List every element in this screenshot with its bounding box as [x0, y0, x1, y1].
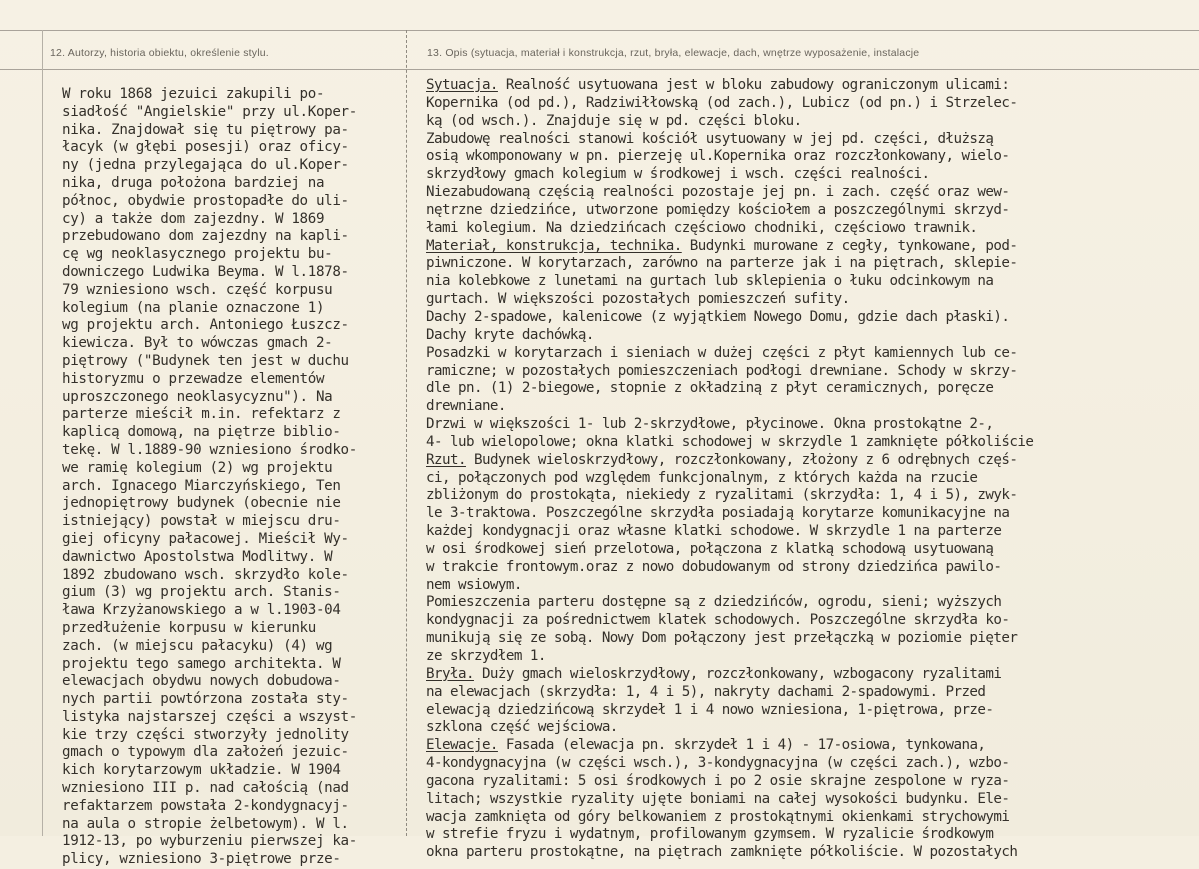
- history-text-line: kiewicza. Był to wówczas gmach 2-: [62, 335, 333, 352]
- history-text-line: łacyk (w głębi posesji) oraz oficy-: [62, 139, 349, 156]
- description-text-line: [426, 398, 1196, 416]
- history-text-line: cę wg neoklasycznego projektu bu-: [62, 246, 333, 263]
- history-text-line: istniejący) powstał w miejscu dru-: [62, 513, 341, 530]
- description-text: gacona ryzalitami: 5 osi środkowych i po 2 osie skrajne zespolone w ryza-: [426, 772, 1010, 789]
- description-text-line: [426, 791, 1196, 809]
- description-text-line: [426, 184, 1196, 202]
- history-text-line: dawnictwo Apostolstwa Modlitwy. W: [62, 548, 333, 565]
- description-text: Posadzki w korytarzach i sieniach w dużej części z płyt kamiennych lub ce-: [426, 344, 1018, 361]
- history-text-line: nika, druga położona bardziej na: [62, 174, 325, 191]
- description-text: zbliżonym do prostokąta, niekiedy z ryzalitami (skrzydła: 1, 4 i 5), zwyk-: [426, 487, 1018, 504]
- history-text-line: listyka najstarszej części a wszyst-: [62, 708, 357, 725]
- description-text: le 3-traktowa. Poszczególne skrzydła posiadają korytarze komunikacyjne na: [426, 505, 1010, 522]
- history-text-line: wzniesiono III p. nad całością (nad: [62, 780, 349, 797]
- description-text: 4- lub wielopolowe; okna klatki schodowej w skrzydle 1 zamknięte półkoliście: [426, 433, 1034, 450]
- description-text-line: [426, 702, 1196, 720]
- section-heading: Sytuacja.: [426, 77, 498, 93]
- description-text-line: [426, 416, 1196, 434]
- description-text: piwniczone. W korytarzach, zarówno na parterze jak i na piętrach, sklepie-: [426, 255, 1018, 272]
- description-text: ci, połączonych pod względem funkcjonalnym, z których każda na rzucie: [426, 469, 978, 486]
- history-text-line: gium (3) wg projektu arch. Stanis-: [62, 584, 341, 601]
- history-text-line: nika. Znajdował się tu piętrowy pa-: [62, 121, 349, 138]
- description-text: munikują się ze sobą. Nowy Dom połączony jest przełączką w poziomie pięter: [426, 630, 1018, 647]
- description-text: Fasada (elewacja pn. skrzydeł 1 i 4) - 17-osiowa, tynkowana,: [497, 737, 986, 754]
- history-text-line: siadłość "Angielskie" przy ul.Koper-: [62, 103, 357, 120]
- section-heading: Bryła.: [426, 665, 474, 682]
- description-text-line: [426, 113, 1196, 131]
- history-text-line: parterze mieścił m.in. refektarz z: [62, 406, 341, 423]
- description-text: ze skrzydłem 1.: [426, 648, 546, 664]
- history-text-line: uproszczonego neoklasycyznu"). Na: [62, 388, 333, 405]
- description-text-line: [426, 220, 1196, 238]
- description-text-line: [426, 577, 1196, 595]
- description-text: ramiczne; w pozostałych pomieszczeniach podłogi drewniane. Schody w skrzy-: [426, 362, 1018, 379]
- description-text-line: [426, 809, 1196, 827]
- description-text: szklona część wejściowa.: [426, 719, 618, 736]
- history-text-line: wg projektu arch. Antoniego Łuszcz-: [62, 317, 349, 334]
- description-text: skrzydłowy gmach kolegium w środkowej i wsch. części realności.: [426, 166, 930, 183]
- description-text: nem wsiowym.: [426, 576, 522, 593]
- description-text: Pomieszczenia parteru dostępne są z dziedzińców, ogrodu, sieni; wyższych: [426, 594, 1002, 611]
- description-text: wacja zamknięta od góry belkowaniem z prostokątnymi okienkami strychowymi: [426, 808, 1010, 825]
- description-text-line: [426, 523, 1196, 541]
- description-text: Niezabudowaną częścią realności pozostaje jej pn. i zach. część oraz wew-: [426, 184, 1010, 201]
- history-text-line: na aula o stropie żelbetowym). W l.: [62, 815, 349, 832]
- description-text-line: [426, 666, 1196, 684]
- history-text-line: plicy, wzniesiono 3-piętrowe prze-: [62, 851, 341, 868]
- description-text: Dachy kryte dachówką.: [426, 326, 594, 343]
- description-text-line: [426, 773, 1196, 791]
- history-text-line: jednopiętrowy budynek (obecnie nie: [62, 495, 341, 512]
- history-text-line: ława Krzyżanowskiego a w l.1903-04: [62, 602, 341, 619]
- history-text-line: giej oficyny pałacowej. Mieścił Wy-: [62, 530, 349, 547]
- description-text-line: [426, 95, 1196, 113]
- history-text-line: downiczego Ludwika Beyma. W l.1878-: [62, 263, 349, 280]
- history-text-line: piętrowy ("Budynek ten jest w duchu: [62, 352, 349, 369]
- description-text-line: [426, 363, 1196, 381]
- description-text-line: [426, 166, 1196, 184]
- description-text: na elewacjach (skrzydła: 1, 4 i 5), nakryty dachami 2-spadowymi. Przed: [426, 683, 986, 700]
- history-text-line: tekę. W l.1889-90 wzniesiono środko-: [62, 441, 357, 458]
- history-text-line: gmach o typowym dla założeń jezuic-: [62, 744, 349, 761]
- description-text-line: [426, 255, 1196, 273]
- description-text-line: [426, 630, 1196, 648]
- description-text: gurtach. W większości pozostałych pomieszczeń sufity.: [426, 291, 850, 308]
- history-text-line: projektu tego samego architekta. W: [62, 655, 341, 672]
- description-text-line: [426, 594, 1196, 612]
- description-text: okna parteru prostokątne, na piętrach zamknięte półkoliście. W pozostałych: [426, 844, 1018, 861]
- description-text-line: [426, 559, 1196, 577]
- description-text-line: [426, 148, 1196, 166]
- description-text: w trakcie frontowym.oraz z nowo dobudowanym od strony dziedzińca pawilo-: [426, 558, 1002, 575]
- header-rule: [0, 69, 1199, 70]
- description-text: osią wkomponowany w pn. pierzeję ul.Kopernika oraz rozczłonkowany, wielo-: [426, 148, 1010, 165]
- history-text-line: kaplicą domową, na piętrze biblio-: [62, 424, 341, 441]
- description-text-line: [426, 434, 1196, 452]
- description-text-line: [426, 684, 1196, 702]
- history-text-line: cy) a także dom zajezdny. W 1869: [62, 210, 325, 227]
- description-text-line: [426, 470, 1196, 488]
- history-text-line: kich korytarzowym układzie. W 1904: [62, 762, 341, 779]
- description-text-line: [426, 273, 1196, 291]
- section-heading: Elewacje.: [426, 737, 498, 754]
- right-column-header: 13. Opis (sytuacja, materiał i konstrukcja, rzut, bryła, elewacje, dach, wnętrze wyposażenie, instalacje: [427, 47, 920, 59]
- description-text-column: [426, 77, 1196, 862]
- description-text-line: [426, 612, 1196, 630]
- description-text: nia kolebkowe z lunetami na gurtach lub sklepienia o łuku odcinkowym na: [426, 273, 994, 290]
- history-text-line: 1912-13, po wyburzeniu pierwszej ka-: [62, 833, 357, 850]
- history-text-line: elewacjach obydwu nowych dobudowa-: [62, 673, 341, 690]
- left-margin-line: [42, 30, 43, 836]
- description-text-line: [426, 380, 1196, 398]
- description-text: dle pn. (1) 2-biegowe, stopnie z okładziną z płyt ceramicznych, poręcze: [426, 380, 994, 397]
- description-text-line: [426, 505, 1196, 523]
- description-text: ką (od wsch.). Znajduje się w pd. części bloku.: [426, 112, 802, 129]
- description-text: Kopernika (od pd.), Radziwiłłowską (od zach.), Lubicz (od pn.) i Strzelec-: [426, 94, 1018, 111]
- description-text: Dachy 2-spadowe, kalenicowe (z wyjątkiem Nowego Domu, gdzie dach płaski).: [426, 308, 1010, 325]
- description-text-line: [426, 648, 1196, 666]
- description-text: Budynek wieloskrzydłowy, rozczłonkowany, złożony z 6 odrębnych częś-: [465, 451, 1018, 468]
- description-text-line: [426, 77, 1196, 95]
- description-text: nętrzne dziedzińce, utworzone pomiędzy kościołem a poszczególnymi skrzyd-: [426, 201, 1010, 218]
- history-text-line: zach. (w miejscu pałacyku) (4) wg: [62, 637, 333, 654]
- top-rule: [0, 30, 1199, 31]
- description-text: litach; wszystkie ryzality ujęte boniami na całej wysokości budynku. Ele-: [426, 790, 1010, 807]
- description-text-line: [426, 541, 1196, 559]
- description-text: łami kolegium. Na dziedzińcach częściowo chodniki, częściowo trawnik.: [426, 219, 978, 236]
- history-text-line: przebudowano dom zajezdny na kapli-: [62, 228, 349, 245]
- history-text-line: przedłużenie korpusu w kierunku: [62, 619, 316, 636]
- description-text: Realność usytuowana jest w bloku zabudowy ograniczonym ulicami:: [497, 77, 1010, 93]
- description-text-line: [426, 826, 1196, 844]
- description-text: drewniane.: [426, 398, 506, 415]
- history-text-line: ny (jedna przylegająca do ul.Koper-: [62, 157, 349, 174]
- history-text-line: 79 wzniesiono wsch. część korpusu: [62, 281, 333, 298]
- description-text-line: [426, 345, 1196, 363]
- description-text-line: [426, 844, 1196, 862]
- description-text: Zabudowę realności stanowi kościół usytuowany w jej pd. części, dłuższą: [426, 130, 994, 147]
- description-text: elewacją dziedzińcową skrzydeł 1 i 4 nowo wzniesiona, 1-piętrowa, prze-: [426, 701, 994, 718]
- description-text-line: [426, 737, 1196, 755]
- description-text: 4-kondygnacyjna (w części wsch.), 3-kondygnacyjna (w części zach.), wzbo-: [426, 755, 1010, 772]
- description-text-line: [426, 238, 1196, 256]
- description-text-line: [426, 755, 1196, 773]
- description-text-line: [426, 202, 1196, 220]
- history-text-line: historyzmu o przewadze elementów: [62, 370, 325, 387]
- history-text-line: nych partii powtórzona została sty-: [62, 691, 349, 708]
- description-text-line: [426, 487, 1196, 505]
- section-heading: Materiał, konstrukcja, technika.: [426, 237, 682, 254]
- history-text-line: kie trzy części stworzyły jednolity: [62, 726, 349, 743]
- description-text: Duży gmach wieloskrzydłowy, rozczłonkowany, wzbogacony ryzalitami: [473, 665, 1002, 682]
- description-text: w strefie fryzu i wydatnym, profilowanym gzymsem. W ryzalicie środkowym: [426, 826, 994, 843]
- description-text-line: [426, 719, 1196, 737]
- left-column-header: 12. Autorzy, historia obiektu, określenie stylu.: [50, 47, 269, 59]
- description-text-line: [426, 452, 1196, 470]
- column-divider: [406, 30, 407, 836]
- history-text-line: kolegium (na planie oznaczone 1): [62, 299, 325, 316]
- section-heading: Rzut.: [426, 451, 466, 468]
- description-text-line: [426, 327, 1196, 345]
- description-text: kondygnacji za pośrednictwem klatek schodowych. Poszczególne skrzydła ko-: [426, 612, 1010, 629]
- description-text-line: [426, 291, 1196, 309]
- description-text: każdej kondygnacji oraz własne klatki schodowe. W skrzydle 1 na parterze: [426, 523, 1002, 540]
- description-text: w osi środkowej sień przelotowa, połączona z klatką schodową usytuowaną: [426, 540, 994, 557]
- history-text-line: W roku 1868 jezuici zakupili po-: [62, 86, 325, 102]
- description-text-line: [426, 309, 1196, 327]
- history-text-line: 1892 zbudowano wsch. skrzydło kole-: [62, 566, 349, 583]
- description-text: Drzwi w większości 1- lub 2-skrzydłowe, płycinowe. Okna prostokątne 2-,: [426, 416, 994, 433]
- history-text-line: arch. Ignacego Miarczyńskiego, Ten: [62, 477, 341, 494]
- history-text-line: północ, obydwie prostopadłe do uli-: [62, 192, 349, 209]
- history-text-line: we ramię kolegium (2) wg projektu: [62, 459, 333, 476]
- description-text-line: [426, 131, 1196, 149]
- history-text-column: [62, 86, 397, 869]
- history-text-line: refaktarzem powstała 2-kondygnacyj-: [62, 797, 349, 814]
- description-text: Budynki murowane z cegły, tynkowane, pod-: [681, 237, 1018, 254]
